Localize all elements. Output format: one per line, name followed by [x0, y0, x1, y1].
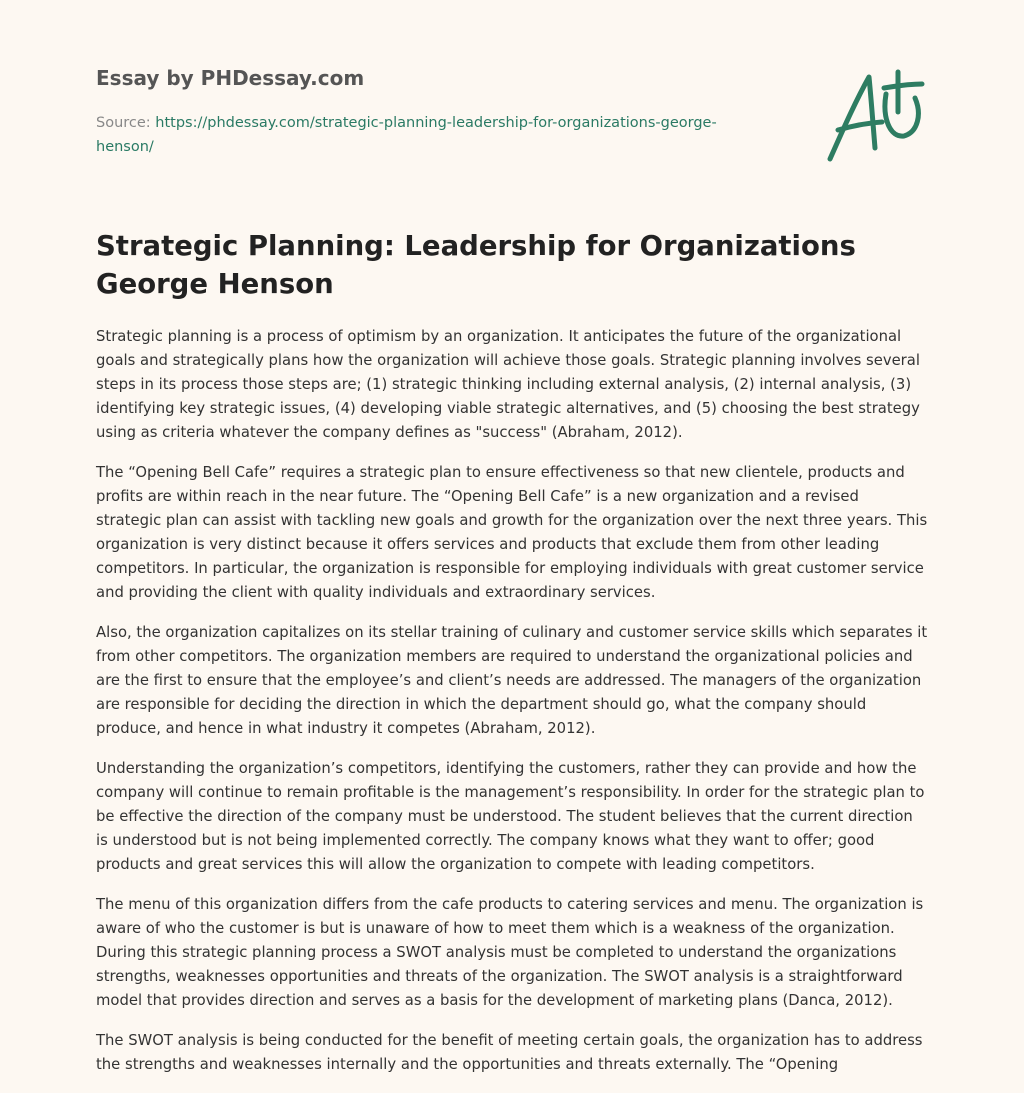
source-link[interactable]: https://phdessay.com/strategic-planning-leadership-for-organizations-george-henson/ — [96, 115, 717, 155]
essay-body — [96, 325, 928, 1093]
essay-paragraph: The menu of this organization differs from the cafe products to catering services and menu. The organization is aware of who the customer is but is unaware of how to meet them which is a weakness of the organization. During this strategic planning process a SWOT analysis must be completed to understand the organizations strengths, weaknesses opportunities and threats of the organization. The SWOT analysis is a straightforward model that provides direction and serves as a basis for the development of marketing plans (Danca, 2012). — [96, 896, 924, 1009]
a-plus-logo-icon — [824, 66, 928, 166]
essay-paragraph: Understanding the organization’s competitors, identifying the customers, rather they can provide and how the company will continue to remain profitable is the management’s responsibility. In order for the strategic plan to be effective the direction of the company must be understood. The student believes that the current direction is understood but is not being implemented correctly. The company knows what they want to offer; good products and great services this will allow the organization to compete with leading competitors. — [96, 760, 925, 873]
essay-paragraph: Also, the organization capitalizes on its stellar training of culinary and customer service skills which separates it from other competitors. The organization members are required to understand the organizational policies and are the first to ensure that the employee’s and client’s needs are addressed. The managers of the organization are responsible for deciding the direction in which the department should go, what the company should produce, and hence in what industry it competes (Abraham, 2012). — [96, 624, 928, 737]
essay-title: Strategic Planning: Leadership for Organizations George Henson — [96, 230, 856, 300]
essay-paragraph: Strategic planning is a process of optimism by an organization. It anticipates the future of the organizational goals and strategically plans how the organization will achieve those goals. Strategic planning involves several steps in its process those steps are; (1) strategic thinking including external analysis, (2) internal analysis, (3) identifying key strategic issues, (4) developing viable strategic alternatives, and (5) choosing the best strategy using as criteria whatever the company defines as "success" (Abraham, 2012). — [96, 328, 920, 441]
source-line — [96, 111, 746, 159]
source-label: Source: — [96, 115, 151, 131]
site-title: Essay by PHDessay.com — [96, 66, 365, 90]
essay-paragraph: The “Opening Bell Cafe” requires a strategic plan to ensure effectiveness so that new clientele, products and profits are within reach in the near future. The “Opening Bell Cafe” is a new organization and a revised strategic plan can assist with tackling new goals and growth for the organization over the next three years. This organization is very distinct because it offers services and products that exclude them from other leading competitors. In particular, the organization is responsible for employing individuals with great customer service and providing the client with quality individuals and extraordinary services. — [96, 464, 928, 601]
essay-paragraph: The SWOT analysis is being conducted for the benefit of meeting certain goals, the organization has to address the strengths and weaknesses internally and the opportunities and threats externally. The “Opening — [96, 1032, 923, 1073]
